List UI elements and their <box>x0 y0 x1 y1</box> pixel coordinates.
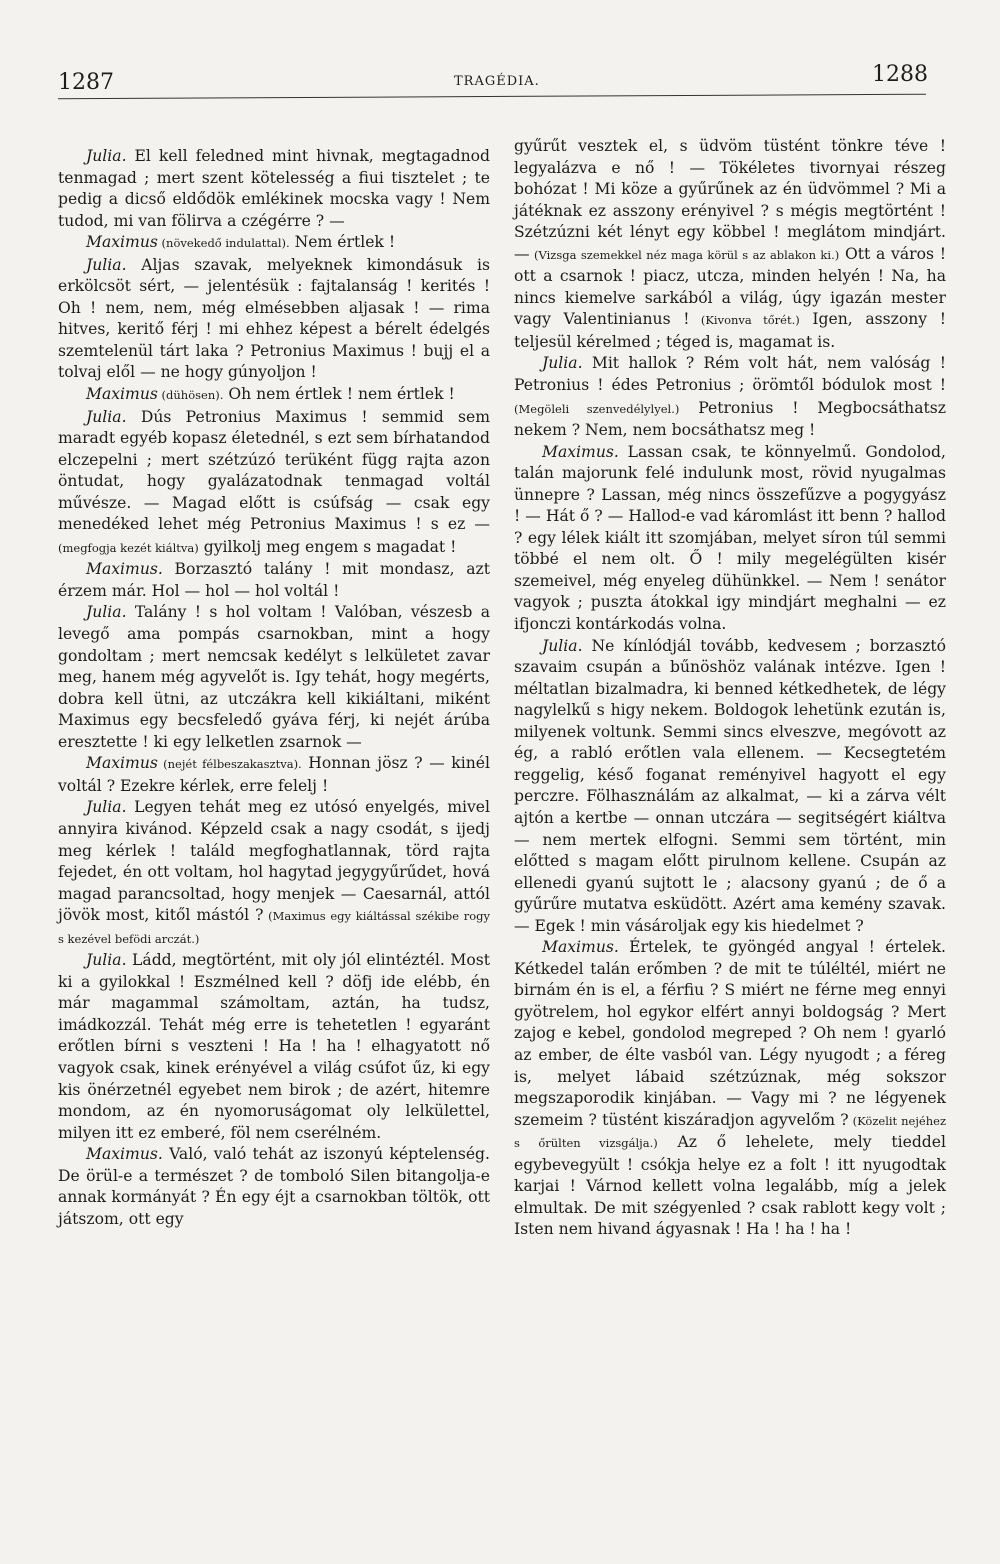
speaker-name: Julia. <box>86 951 127 970</box>
speech-paragraph <box>514 353 946 441</box>
speaker-name: Maximus <box>86 754 158 773</box>
speech-text: gyilkolj meg engem s magadat ! <box>198 537 457 556</box>
speaker-name: Julia. <box>86 147 127 165</box>
speaker-name: Julia. <box>86 407 127 426</box>
speech-text: gyűrűt vesztek el, s üdvöm tüstént tönkre téve ! legyalázva e nő ! — Tökéletes tivornyai részeg bohózat ! Mi köze a gyűrűnek az én üdvömmel ? Mi a játéknak ez asszony erényivel ? s mégis megtörtént ! Szétzúzni két lényt egy köbbel ! meglátom mindjárt. — <box>514 137 946 263</box>
speaker-name: Maximus. <box>542 938 619 957</box>
speech-text: Honnan jösz ? — kinél voltál ? Ezekre kérlek, erre felelj ! <box>58 754 490 795</box>
speech-paragraph <box>514 442 946 636</box>
speech-paragraph <box>58 950 490 1144</box>
speech-paragraph <box>514 636 946 938</box>
speech-paragraph <box>58 1144 490 1230</box>
speech-paragraph <box>58 146 490 232</box>
speaker-name: Maximus. <box>86 1145 163 1164</box>
speech-text: Ott a város ! ott a csarnok ! piacz, utcza, minden helyén ! Na, ha nincs kiemelve sarkából a világ, úgy igazán mester vagy Valentinianus ! <box>514 244 946 329</box>
speech-text: Igen, asszony ! teljesül kérelmed ; téged is, magamat is. <box>514 310 947 351</box>
speaker-name: Maximus <box>86 385 158 404</box>
speaker-name: Maximus. <box>542 442 619 461</box>
running-title: TRAGÉDIA. <box>454 74 540 89</box>
speaker-name: Julia. <box>542 354 583 373</box>
speech-paragraph <box>58 797 490 950</box>
speaker-name: Maximus <box>86 233 158 252</box>
speech-text: Borzasztó talány ! mit mondasz, azt érzem már. Hol — hol — hol voltál ! <box>58 560 490 600</box>
speech-paragraph <box>58 407 490 560</box>
stage-direction: (Közelit nejéhez s őrülten vizsgálja.) <box>514 1113 946 1151</box>
speech-text: Aljas szavak, melyeknek kimondásuk is erkölcsöt sért, — jelentésük : fajtalanság ! kerités ! Oh ! nem, nem, még elmésebben aljasak ! — rima hitves, keritő férj ! mi ehhez képest a bérelt édelgés szemtelenül tárt laka ? Petronius Maximus ! bujj el a tolvaj elől — ne hogy gúnyoljon ! <box>58 255 490 382</box>
speech-paragraph <box>514 136 946 353</box>
stage-direction: (nejét félbeszakasztva). <box>157 757 302 772</box>
speech-paragraph <box>58 384 490 407</box>
left-column <box>58 146 490 1230</box>
speech-text: Való, való tehát az iszonyú képtelenség. De örül-e a természet ? de tomboló Silen bitangolja-e annak kormányát ? Én egy éjt a csarnokban töltök, ott játszom, ott egy <box>58 1145 490 1228</box>
stage-direction: (Megöleli szenvedélylyel.) <box>514 401 680 416</box>
speech-text: Oh nem értlek ! nem értlek ! <box>223 385 455 404</box>
speech-text: Dús Petronius Maximus ! semmid sem maradt egyéb kopasz életednél, s ezt sem bírhatandod elczepelni ; mert szétzúzó terüként függ rajta azon öntudat, hogy gyalázatodnak tenmagad voltál művésze. — Magad előtt is csúfság — csak egy menedéked lehet még Petronius Maximus ! s ez — <box>58 407 490 534</box>
page-number-left: 1287 <box>58 70 114 95</box>
stage-direction: (Maximus egy kiáltással székibe rogy s kezével befödi arczát.) <box>58 909 491 946</box>
stage-direction: (Kivonva tőrét.) <box>689 313 800 328</box>
speech-paragraph <box>58 255 490 384</box>
speech-text: El kell feledned mint hivnak, megtagadnod tenmagad ; mert szent kötelesség a fiui tisztelet ; te pedig a dicső eldődök emlékinek mocska vagy ! Nem tudod, mi van fölirva a czégérre ? — <box>58 147 490 230</box>
speaker-name: Maximus. <box>86 560 163 579</box>
speech-text: Lassan csak, te könnyelmű. Gondolod, talán majorunk felé indulunk most, rövid nyugalmas ünnepre ? Lassan, még nincs összefűzve a pogygyász ! — Hát ő ? — Hallod-e vad káromlást itt benn ? hallod ? egy lélek kiált itt szomjában, melyet síron túl semmi többé el nem olt. Ő ! mily megelégülten kisér szemeivel, még enyeleg dühünkkel. — Nem ! senátor vagyok ; puszta átokkal igy mindjárt meghalni — ez ifjonczi kontárkodás volna. <box>514 442 946 634</box>
speech-paragraph <box>58 753 490 797</box>
speech-text: Ne kínlódjál tovább, kedvesem ; borzasztó szavaim csupán a bűnöshöz valának intézve. Igen ! méltatlan bizalmadra, ki benned kétkedhetek, de légy nagylelkű s higy nekem. Boldogok lehetünk ezután is, milyenek voltunk. Semmi sincs elveszve, megóvott az ég, a rabló erőtlen vala ellenem. — Kecsegtetém reggelig, késő foganat reményivel hagyott el egy perczre. Fölhasználám az alkalmat, — ki a zárva vélt ajtón a kertbe — onnan utczára — segitségért kiáltva — nem mertek elfogni. Semmi sem történt, min előtted s magam előtt pirulnom kellene. Csupán az ellenedi gyanú sujtott le ; alacsony gyanú ; de ő a gyűrűre mutatva esküdött. Azért ama kemény szavak. — Egek ! min vásároljak egy kis hiedelmet ? <box>514 636 946 935</box>
speech-text: Legyen tehát meg ez utósó enyelgés, mivel annyira kivánod. Képzeld csak a nagy csodát, s ijedj meg kérlek ! találd megfoghatlannak, törd rajta fejedet, én ott voltam, hol hagytad jegygyűrűdet, hová magad parancsoltad, hogy menjek — Caesarnál, attól jövök most, kitől mástól ? <box>58 798 490 925</box>
speech-text: Értelek, te gyöngéd angyal ! értelek. Kétkedel talán erőmben ? de mit te túléltél, miért ne birnám én is el, a férfiu ? S miért ne férne meg ennyi gyötrelem, hol egykor elfért annyi boldogság ? Mert zajog e kebel, gondolod megreped ? Oh nem ! gyarló az ember, de élte vasból van. Légy nyugodt ; a féreg is, melyet lábaid szétzúznak, még sokszor megszaporodik kinjában. — Vagy mi ? ne légyenek szemeim ? tüstént kiszáradjon agyvelőm ? <box>514 938 946 1129</box>
speaker-name: Julia. <box>86 255 127 274</box>
speech-text: Nem értlek ! <box>289 233 396 252</box>
speaker-name: Julia. <box>542 636 583 655</box>
speech-text: Petronius ! Megbocsáthatsz nekem ? Nem, nem bocsáthatsz meg ! <box>514 398 947 440</box>
speech-text: Az ő lehelete, mely tieddel egybevegyült ! csókja helye ez a folt ! itt nyugodtak karjai ! Várnod kellett volna legalább, míg a jelek elmultak. De mit szégyenled ? csak rablott kegy volt ; Isten nem hivand ágyasnak ! Ha ! ha ! ha ! <box>514 1133 947 1239</box>
speaker-name: Julia. <box>86 798 127 817</box>
stage-direction: (dühösen). <box>157 388 224 403</box>
stage-direction: (Vizsga szemekkel néz maga körül s az ablakon ki.) <box>529 247 840 262</box>
speech-paragraph <box>58 232 490 255</box>
speaker-name: Julia. <box>86 603 127 622</box>
speech-paragraph <box>514 937 946 1241</box>
stage-direction: (megfogja kezét kiáltva) <box>58 540 199 555</box>
speech-paragraph <box>58 559 490 602</box>
speech-text: Talány ! s hol voltam ! Valóban, vészesb a levegő ama pompás csarnokban, mint a hogy gondoltam ; mert nemcsak kedélyt s lelkületet zavar meg, hanem még agyvelőt is. Igy tehát, hogy megérts, dobra kell ütni, az utczákra kell kikiáltani, miként Maximus egy becsfeledő gyáva férj, ki nejét árúba eresztette ! ki egy lelketlen zsarnok — <box>58 603 490 751</box>
page-number-right: 1288 <box>872 62 928 87</box>
page-header <box>0 56 1000 96</box>
speech-text: Ládd, megtörtént, mit oly jól elintéztél. Most ki a gyilokkal ! Eszmélned kell ? döfj ide elébb, én már magammal számoltam, aztán, ha tudsz, imádkozzál. Tehát még erre is tehetetlen ! egyaránt erőtlen bírni s veszteni ! Ha ! ha ! elhagyatott nő vagyok csak, kinek erényével a világ csúfot űz, ki egy kis önérzetnél egyebet nem birok ; de azért, hitemre mondom, az én nyomoruságomat oly lelkülettel, milyen itt ez emberé, föl nem cserélném. <box>58 951 490 1142</box>
speech-paragraph <box>58 602 490 753</box>
stage-direction: (növekedő indulattal). <box>157 236 290 251</box>
header-rule <box>58 94 926 100</box>
speech-text: Mit hallok ? Rém volt hát, nem valóság ! Petronius ! édes Petronius ; örömtől bódulok most ! <box>514 354 946 395</box>
right-column <box>514 136 946 1241</box>
